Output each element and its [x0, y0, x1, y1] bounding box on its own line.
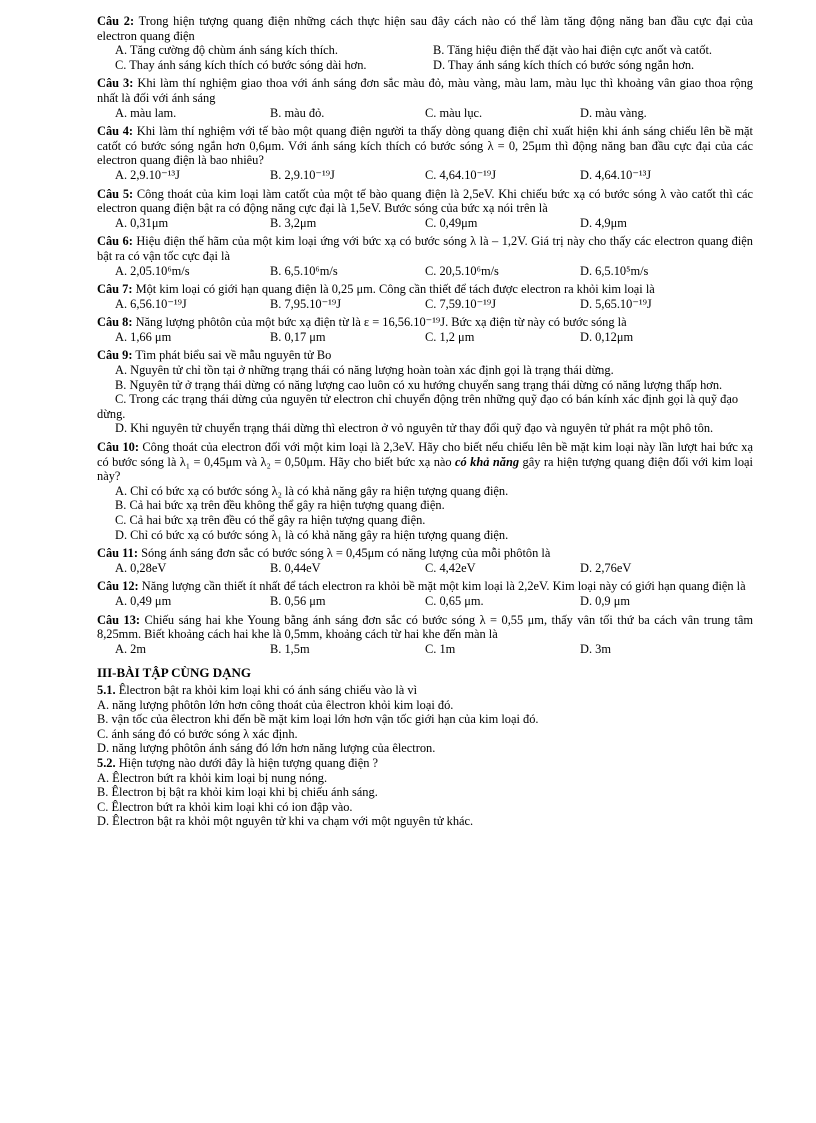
emphasis-text: có khả năng — [455, 454, 520, 469]
option-c: C. Êlectron bứt ra khỏi kim loại khi có ion đập vào. — [97, 799, 353, 814]
option-d: D. Chỉ có bức xạ có bước sóng λ₁ là có khả năng gây ra hiện tượng quang điện. — [115, 527, 509, 542]
question-label: Câu 13: — [97, 612, 141, 627]
options — [97, 216, 753, 231]
options — [97, 330, 753, 345]
option-c: C. 1m — [425, 641, 456, 656]
exercise-stem — [97, 683, 753, 698]
options — [97, 106, 753, 121]
exercise-5-1 — [97, 683, 753, 756]
option-a: A. Chỉ có bức xạ có bước sóng λ₂ là có khả năng gây ra hiện tượng quang điện. — [115, 483, 509, 498]
option-c: C. ánh sáng đó có bước sóng λ xác định. — [97, 726, 298, 741]
option-d: D. 3m — [580, 641, 611, 656]
option-d: D. Thay ánh sáng kích thích có bước sóng ngắn hơn. — [433, 57, 695, 72]
exercise-text: Êlectron bật ra khỏi kim loại khi có ánh sáng chiếu vào là vì — [118, 682, 418, 697]
options — [97, 58, 753, 73]
question-stem — [97, 579, 753, 594]
option-d: D. Êlectron bật ra khỏi một nguyên tử khi va chạm với một nguyên tử khác. — [97, 814, 474, 829]
question-label: Câu 10: — [97, 440, 139, 455]
option-a: A. Tăng cường độ chùm ánh sáng kích thích. — [115, 43, 338, 58]
options — [97, 297, 753, 312]
document-content — [97, 14, 753, 829]
option-c: C. 7,59.10⁻¹⁹J — [425, 296, 497, 311]
option-d: D. 0,12μm — [580, 329, 634, 344]
question-13 — [97, 613, 753, 657]
exercise-stem — [97, 756, 753, 771]
question-text: Công thoát của electron đối với một kim loại là 2,3eV. Hãy cho biết nếu chiếu lên bề mặt kim loại này lần lượt hai bức xạ có bước sóng là λ₁ = 0,45μm và λ₂ = 0,50μm. Hãy cho biết bức xạ nào — [97, 440, 753, 469]
options — [97, 43, 753, 58]
question-label: Câu 12: — [97, 579, 139, 594]
option-c: C. 0,65 μm. — [425, 593, 484, 608]
options — [97, 642, 753, 657]
option-d: D. 4,9μm — [580, 215, 627, 230]
section-heading: III-BÀI TẬP CÙNG DẠNG — [97, 665, 251, 681]
question-text-cont: gây ra hiện tượng quang điện đối với kim loại này? — [97, 454, 753, 484]
options — [97, 594, 753, 609]
question-6 — [97, 234, 753, 278]
option-b: B. 0,17 μm — [270, 329, 326, 344]
option-a: A. 6,56.10⁻¹⁹J — [115, 296, 187, 311]
question-4 — [97, 124, 753, 182]
option-b: B. Cả hai bức xạ trên đều không thể gây ra hiện tượng quang điện. — [115, 498, 445, 513]
question-text: Hiệu điện thế hãm của một kim loại ứng với bức xạ có bước sóng λ là – 1,2V. Giá trị này cho thấy các electron quang điện bật ra có vận tốc cực đại là — [97, 234, 753, 263]
option-a: A. 1,66 μm — [115, 329, 172, 344]
question-label: Câu 8: — [97, 315, 133, 330]
question-text: Khi làm thí nghiệm giao thoa với ánh sáng đơn sắc màu đỏ, màu vàng, màu lam, màu lục thì khoảng vân giao thoa rộng nhất là đối với ánh sáng — [97, 76, 753, 105]
question-stem — [97, 124, 753, 168]
option-d: D. năng lượng phôtôn ánh sáng đó lớn hơn năng lượng của êlectron. — [97, 741, 436, 756]
option-d: D. 4,64.10⁻¹³J — [580, 167, 652, 182]
question-stem — [97, 76, 753, 105]
question-9 — [97, 348, 753, 436]
question-stem — [97, 234, 753, 263]
option-d: D. màu vàng. — [580, 105, 647, 120]
question-stem — [97, 546, 753, 561]
option-d: D. 2,76eV — [580, 560, 632, 575]
option-b: B. 2,9.10⁻¹⁹J — [270, 167, 335, 182]
option-d: D. 6,5.10⁵m/s — [580, 263, 649, 278]
question-3 — [97, 76, 753, 120]
option-b: B. Tăng hiệu điện thế đặt vào hai điện cực anốt và catốt. — [433, 43, 712, 58]
option-b: B. 3,2μm — [270, 215, 317, 230]
question-text: Sóng ánh sáng đơn sắc có bước sóng λ = 0,45μm có năng lượng của mỗi phôtôn là — [141, 546, 551, 561]
option-d: D. 0,9 μm — [580, 593, 631, 608]
question-label: Câu 11: — [97, 546, 138, 561]
option-d: D. 5,65.10⁻¹⁹J — [580, 296, 652, 311]
question-stem — [97, 187, 753, 216]
question-12 — [97, 579, 753, 608]
option-c: C. Thay ánh sáng kích thích có bước sóng dài hơn. — [115, 57, 367, 72]
question-11 — [97, 546, 753, 575]
exercise-label: 5.2. — [97, 755, 116, 770]
question-stem — [97, 440, 753, 484]
question-label: Câu 3: — [97, 76, 134, 91]
option-a: A. 0,28eV — [115, 560, 167, 575]
question-label: Câu 4: — [97, 124, 134, 139]
options — [97, 264, 753, 279]
question-label: Câu 5: — [97, 186, 134, 201]
exercise-text: Hiện tượng nào dưới đây là hiện tượng quang điện ? — [118, 755, 379, 770]
question-stem — [97, 348, 753, 363]
option-a: A. Êlectron bứt ra khỏi kim loại bị nung nóng. — [97, 770, 328, 785]
option-a: A. 0,31μm — [115, 215, 169, 230]
option-c: C. Cả hai bức xạ trên đều có thể gây ra hiện tượng quang điện. — [115, 513, 426, 527]
question-label: Câu 6: — [97, 234, 133, 249]
option-b: B. 1,5m — [270, 641, 310, 656]
question-stem — [97, 613, 753, 642]
option-a: A. 2m — [115, 641, 146, 656]
question-stem — [97, 315, 753, 330]
option-a: A. 2,05.10⁶m/s — [115, 263, 190, 278]
question-5 — [97, 187, 753, 231]
question-text: Một kim loại có giới hạn quang điện là 0,25 μm. Công cần thiết để tách được electron ra khỏi kim loại là — [135, 282, 655, 297]
question-text: Trong hiện tượng quang điện những cách thực hiện sau đây cách nào có thể làm tăng động năng ban đầu cực đại của electron quang điện — [97, 14, 754, 43]
option-b: B. vận tốc của êlectron khi đến bề mặt kim loại lớn hơn vận tốc giới hạn của kim loại đó. — [97, 712, 539, 727]
option-b: B. màu đỏ. — [270, 105, 325, 120]
option-c: C. màu lục. — [425, 105, 483, 120]
option-c: C. Trong các trạng thái dừng của nguyên tử electron chỉ chuyển động trên những quỹ đạo có bán kính xác định gọi là quỹ đạo dừng. — [97, 392, 739, 421]
question-stem — [97, 14, 753, 43]
option-b: B. 0,44eV — [270, 560, 321, 575]
option-b: B. Nguyên tử ở trạng thái dừng có năng lượng cao luôn có xu hướng chuyển sang trạng thái dừng có năng lượng thấp hơn. — [115, 377, 723, 392]
option-b: B. 0,56 μm — [270, 593, 326, 608]
option-a: A. Nguyên tử chỉ tồn tại ở những trạng thái có năng lượng hoàn toàn xác định gọi là trạng thái dừng. — [115, 363, 614, 378]
option-a: A. năng lượng phôtôn lớn hơn công thoát của êlectron khỏi kim loại đó. — [97, 697, 454, 712]
option-d: D. Khi nguyên tử chuyển trạng thái dừng thì electron ở vỏ nguyên tử thay đổi quỹ đạo và nguyên tử phát ra một phô tôn. — [115, 421, 714, 436]
option-c: C. 0,49μm — [425, 215, 478, 230]
option-b: B. 7,95.10⁻¹⁹J — [270, 296, 342, 311]
question-label: Câu 9: — [97, 348, 133, 363]
option-a: A. 2,9.10⁻¹³J — [115, 167, 180, 182]
option-c: C. 4,42eV — [425, 560, 476, 575]
question-7 — [97, 282, 753, 311]
question-stem — [97, 282, 753, 297]
question-8 — [97, 315, 753, 344]
option-a: A. 0,49 μm — [115, 593, 172, 608]
options — [97, 561, 753, 576]
exercise-label: 5.1. — [97, 682, 116, 697]
exercise-5-2 — [97, 756, 753, 829]
option-c: C. 4,64.10⁻¹⁹J — [425, 167, 497, 182]
question-text: Chiếu sáng hai khe Young bằng ánh sáng đơn sắc có bước sóng λ = 0,55 μm, thấy vân tối thứ ba cách vân trung tâm 8,25mm. Biết khoảng cách hai khe là 0,5mm, khoảng cách từ hai khe đến màn là — [97, 612, 753, 642]
question-label: Câu 7: — [97, 282, 133, 297]
option-a: A. màu lam. — [115, 105, 177, 120]
options — [97, 168, 753, 183]
question-text: Năng lượng cần thiết ít nhất để tách electron ra khỏi bề mặt một kim loại là 2,2eV. Kim loại này có giới hạn quang điện là — [141, 579, 746, 594]
question-text: Năng lượng phôtôn của một bức xạ điện từ là ε = 16,56.10⁻¹⁹J. Bức xạ điện từ này có bước sóng là — [135, 315, 627, 330]
question-2 — [97, 14, 753, 72]
question-label: Câu 2: — [97, 14, 135, 28]
question-text: Tìm phát biểu sai về mẫu nguyên tử Bo — [135, 348, 332, 363]
option-c: C. 20,5.10⁶m/s — [425, 263, 499, 278]
question-text: Công thoát của kim loại làm catốt của một tế bào quang điện là 2,5eV. Khi chiếu bức xạ có bước sóng λ vào catốt thì các electron quang điện bật ra có động năng cực đại là 1,5eV. Bước sóng của bức xạ nói trên là — [97, 186, 753, 216]
option-b: B. Êlectron bị bật ra khỏi kim loại khi bị chiếu ánh sáng. — [97, 785, 378, 800]
option-c: C. 1,2 μm — [425, 329, 475, 344]
question-10 — [97, 440, 753, 542]
option-b: B. 6,5.10⁶m/s — [270, 263, 338, 278]
question-text: Khi làm thí nghiệm với tế bào một quang điện người ta thấy dòng quang điện chỉ xuất hiện khi ánh sáng chiếu lên bề mặt catốt có bước sóng ngắn hơn 0,6μm. Với ánh sáng kích thích có bước sóng λ = 0, 25μm thì động năng ban đầu cực đại của các electron quang điện là bao nhiêu? — [97, 124, 753, 168]
